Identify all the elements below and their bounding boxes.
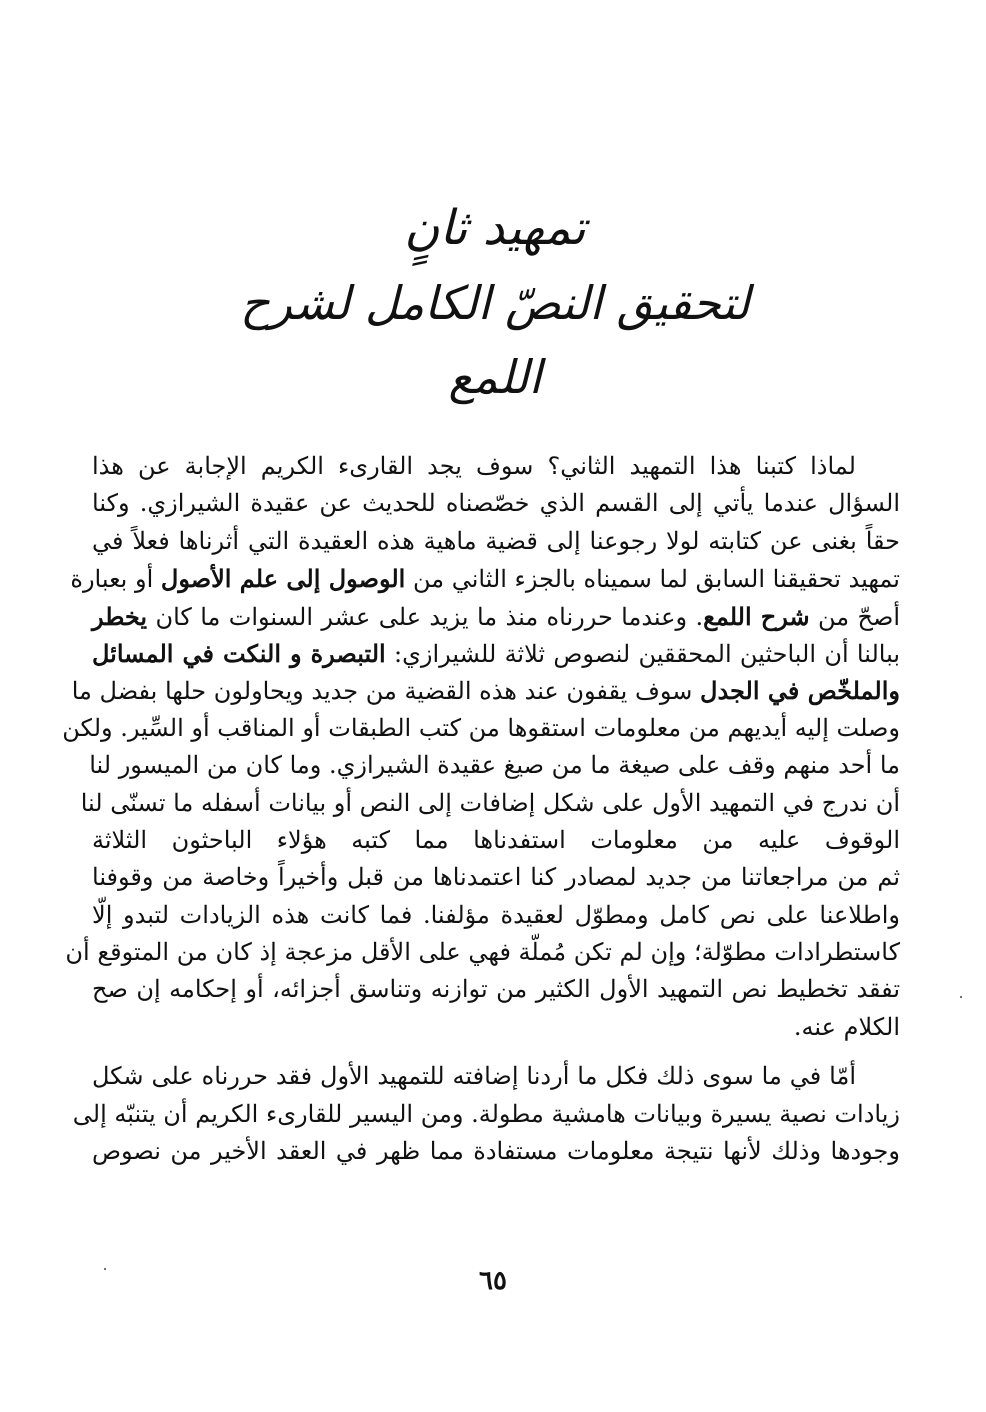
paragraph-2-line-2: زيادات نصية يسيرة وبيانات هامشية مطولة. ومن اليسير للقارىء الكريم أن يتنبّه إلى (72, 1099, 900, 1128)
paragraph-1-line-6 (92, 635, 900, 672)
text-run: . وعندما حررناه منذ ما يزيد على عشر السنوات ما كان (147, 602, 704, 631)
paragraph-1-line-7 (71, 672, 900, 709)
paragraph-1-line-12: ثم من مراجعاتنا من جديد لمصادر كنا اعتمدناها من قبل وأخيراً وخاصة من وقوفنا (92, 863, 901, 892)
paragraph-2-line-3: وجودها وذلك لأنها نتيجة معلومات مستفادة مما ظهر في العقد الأخير من نصوص (92, 1137, 900, 1166)
paragraph-1-line-9: ما أحد منهم وقف على صيغة ما من صيغ عقيدة الشيرازي. وما كان من الميسور لنا (89, 751, 900, 780)
scan-speck (104, 1268, 106, 1270)
paragraph-2-line-1: أمّا في ما سوى ذلك فكل ما أردنا إضافته للتمهيد الأول فقد حررناه على شكل (92, 1062, 856, 1091)
paragraph-1-line-16: الكلام عنه. (793, 1012, 900, 1041)
text-run: أو بعبارة (70, 565, 161, 594)
paragraph-1-line-1: لماذا كتبنا هذا التمهيد الثاني؟ سوف يجد القارىء الكريم الإجابة عن هذا (92, 452, 856, 480)
paragraph-1-line-13: واطلاعنا على نص كامل ومطوّل لعقيدة مؤلفنا. فما كانت هذه الزيادات لتبدو إلّا (92, 900, 900, 929)
scan-speck (960, 996, 962, 998)
chapter-title-line-1: تمهيد ثانٍ (404, 200, 586, 256)
emphasis-word: يخطر (92, 601, 148, 631)
paragraph-1-line-4 (70, 560, 900, 597)
paragraph-1-line-10: أن ندرج في التمهيد الأول على شكل إضافات إلى النص أو بيانات أسفله ما تسنّى لنا (80, 788, 900, 817)
text-run: تمهيد تحقيقنا السابق لما سميناه بالجزء الثاني من (405, 565, 900, 594)
text-run: أصحّ من (809, 602, 900, 631)
page-number: ٦٥ (479, 1266, 507, 1296)
paragraph-gap (92, 1046, 900, 1058)
chapter-title (200, 190, 790, 414)
book-title-tabsira: التبصرة و النكت في المسائل (92, 638, 386, 668)
paragraph-1-line-5 (92, 598, 900, 635)
paragraph-1-line-15: تفقد تخطيط نص التمهيد الأول الكثير من توازنه وتناسق أجزائه، أو إحكامه إن صح (92, 975, 901, 1004)
book-title-sharh-al-luma: شرح اللمع (703, 601, 810, 631)
paragraph-1-line-8: وصلت إليه أيديهم من معلومات استقوها من كتب الطبقات أو المناقب أو السِّير. ولكن (62, 713, 900, 742)
book-title-mulakhkhas: والملخّص في الجدل (700, 676, 900, 706)
text-run: ببالنا أن الباحثين المحققين لنصوص ثلاثة للشيرازي: (385, 639, 900, 668)
book-title-wusul: الوصول إلى علم الأصول (160, 564, 406, 594)
paragraph-1-line-2: السؤال عندما يأتي إلى القسم الذي خصّصناه للحديث عن عقيدة الشيرازي. وكنا (92, 489, 900, 518)
body-text (62, 448, 901, 1170)
text-run: سوف يقفون عند هذه القضية من جديد ويحاولون حلها بفضل ما (71, 677, 701, 706)
paragraph-1-line-11: الوقوف عليه من معلومات استفدناها مما كتبه هؤلاء الباحثون الثلاثة (92, 825, 900, 854)
paragraph-1-line-3: حقاً بغنى عن كتابته لولا رجوعنا إلى قضية ماهية هذه العقيدة التي أثرناها فعلاً في (92, 526, 900, 555)
paragraph-1-line-14: كاستطرادات مطوّلة؛ وإن لم تكن مُملّة فهي على الأقل مزعجة إذ كان من المتوقع أن (65, 938, 900, 967)
chapter-title-line-2: لتحقيق النصّ الكامل لشرح اللمع (240, 276, 750, 404)
